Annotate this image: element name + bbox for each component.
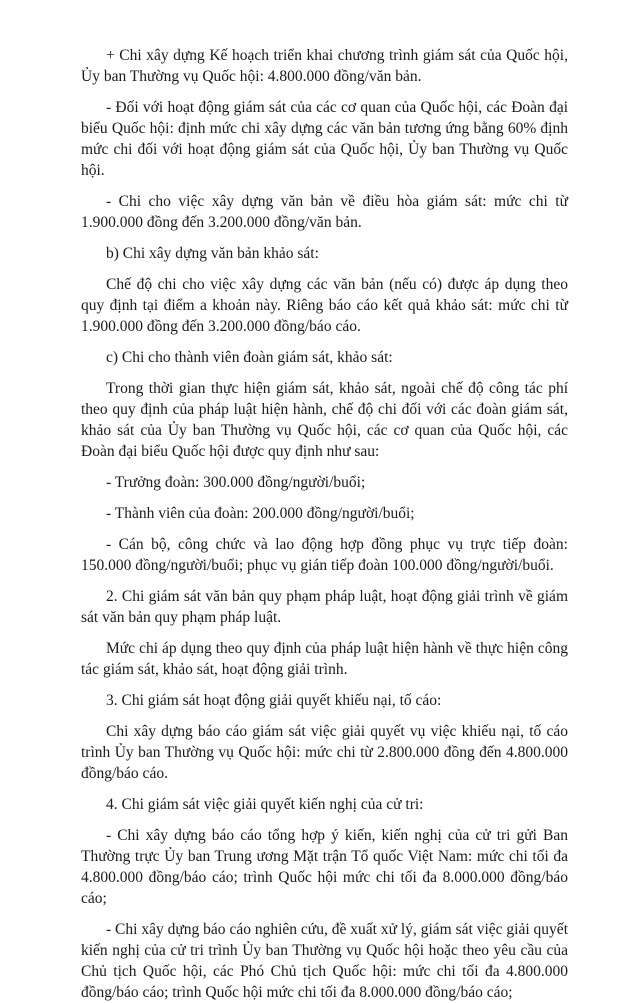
heading-delegation-members: c) Chi cho thành viên đoàn giám sát, khảo sát:: [106, 349, 393, 366]
list-item-petition-research-report: - Chi xây dựng báo cáo nghiên cứu, đề xuất xử lý, giám sát việc giải quyết kiến nghị của cử tri trình Ủy ban Thường vụ Quốc hội hoặc theo yêu cầu của Chủ tịch Quốc hội, các Phó Chủ tịch Quốc hội: mức chi tối đa 4.800.000 đồng/báo cáo; trình Quốc hội mức chi tối đa 8.000.000 đồng/báo cáo;: [81, 921, 568, 1001]
paragraph-legal-documents-rate: Mức chi áp dụng theo quy định của pháp luật hiện hành về thực hiện công tác giám sát, khảo sát, hoạt động giải trình.: [81, 640, 568, 678]
list-item-petition-summary-report: - Chi xây dựng báo cáo tổng hợp ý kiến, kiến nghị của cử tri gửi Ban Thường trực Ủy ban Trung ương Mặt trận Tổ quốc Việt Nam: mức chi tối đa 4.800.000 đồng/báo cáo; trình Quốc hội mức chi tối đa 8.000.000 đồng/báo cáo;: [81, 827, 568, 907]
paragraph-survey-regime: Chế độ chi cho việc xây dựng các văn bản (nếu có) được áp dụng theo quy định tại điểm a khoản này. Riêng báo cáo kết quả khảo sát: mức chi từ 1.900.000 đồng đến 3.200.000 đồng/báo cáo.: [81, 276, 568, 335]
paragraph-coordination-cost: - Chi cho việc xây dựng văn bản về điều hòa giám sát: mức chi từ 1.900.000 đồng đến 3.200.000 đồng/văn bản.: [81, 193, 568, 231]
paragraph-committee-rate: - Đối với hoạt động giám sát của các cơ quan của Quốc hội, các Đoàn đại biểu Quốc hội: định mức chi xây dựng các văn bản tương ứng bằng 60% định mức chi đối với hoạt động giám sát của Quốc hội, Ủy ban Thường vụ Quốc hội.: [81, 99, 568, 179]
list-item-head-of-delegation: - Trưởng đoàn: 300.000 đồng/người/buổi;: [106, 474, 366, 491]
paragraph-plan-cost: + Chi xây dựng Kế hoạch triển khai chương trình giám sát của Quốc hội, Ủy ban Thường vụ Quốc hội: 4.800.000 đồng/văn bản.: [81, 47, 568, 85]
heading-complaints-oversight: 3. Chi giám sát hoạt động giải quyết khiếu nại, tố cáo:: [106, 692, 442, 709]
paragraph-delegation-regime: Trong thời gian thực hiện giám sát, khảo sát, ngoài chế độ công tác phí theo quy định của pháp luật hiện hành, chế độ chi đối với các đoàn giám sát, khảo sát của Ủy ban Thường vụ Quốc hội, các cơ quan của Quốc hội, các Đoàn đại biểu Quốc hội được quy định như sau:: [81, 380, 568, 460]
list-item-delegation-member: - Thành viên của đoàn: 200.000 đồng/người/buổi;: [106, 505, 415, 522]
heading-survey-documents: b) Chi xây dựng văn bản khảo sát:: [106, 245, 319, 262]
heading-voter-petitions: 4. Chi giám sát việc giải quyết kiến nghị của cử tri:: [106, 796, 424, 813]
heading-legal-documents-oversight: 2. Chi giám sát văn bản quy phạm pháp luật, hoạt động giải trình về giám sát văn bản quy phạm pháp luật.: [81, 588, 568, 626]
list-item-support-staff: - Cán bộ, công chức và lao động hợp đồng phục vụ trực tiếp đoàn: 150.000 đồng/người/buổi; phục vụ gián tiếp đoàn 100.000 đồng/người/buổi.: [81, 536, 568, 574]
paragraph-complaints-report: Chi xây dựng báo cáo giám sát việc giải quyết vụ việc khiếu nại, tố cáo trình Ủy ban Thường vụ Quốc hội: mức chi từ 2.800.000 đồng đến 4.800.000 đồng/báo cáo.: [81, 723, 568, 782]
